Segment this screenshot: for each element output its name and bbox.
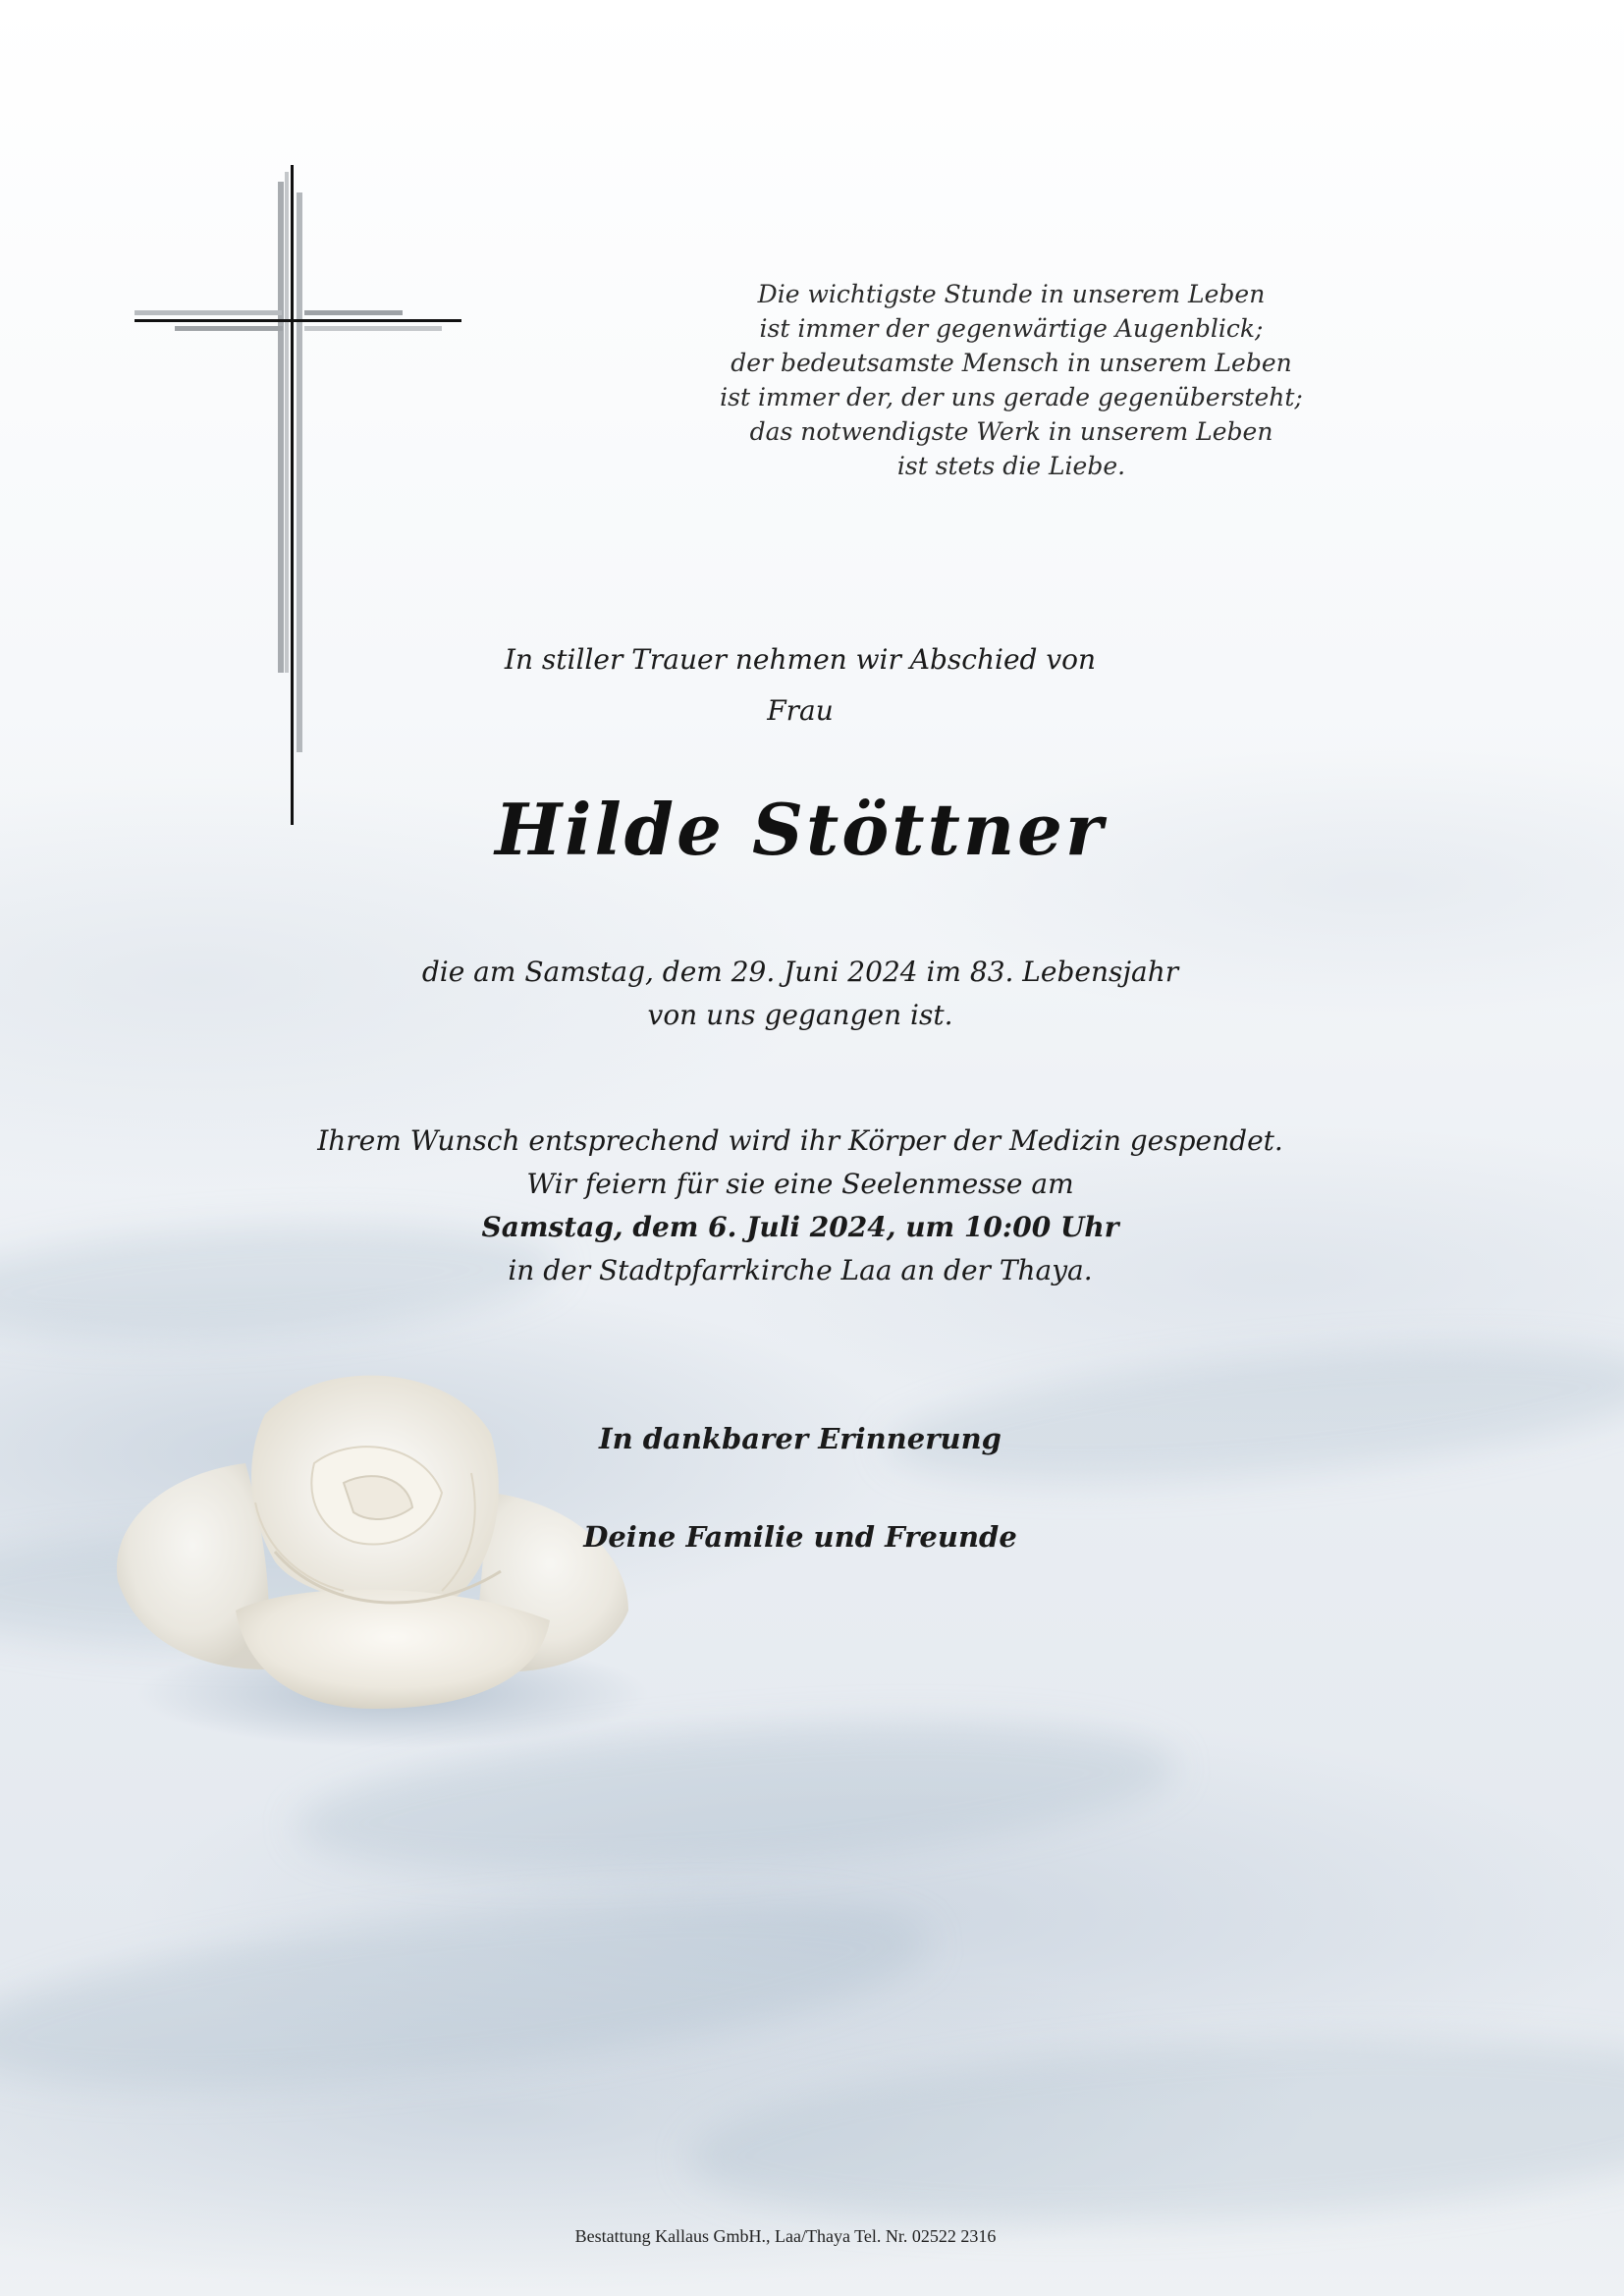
intro-text: In stiller Trauer nehmen wir Abschied von (504, 643, 1097, 676)
death-info (0, 951, 1600, 1037)
quote-line: das notwendigste Werk in unserem Leben (749, 417, 1273, 446)
quote-line: ist immer der gegenwärtige Augenblick; (759, 314, 1264, 343)
death-line: von uns gegangen ist. (647, 999, 953, 1031)
deceased-name: Hilde Stöttner (495, 788, 1106, 871)
honorific: Frau (767, 694, 834, 727)
quote-block (677, 277, 1345, 483)
death-line: die am Samstag, dem 29. Juni 2024 im 83. Lebensjahr (421, 956, 1179, 988)
background-wave (683, 2014, 1624, 2247)
service-date-time: Samstag, dem 6. Juli 2024, um 10:00 Uhr (481, 1211, 1119, 1243)
background-wave (0, 1864, 939, 2123)
quote-line: der bedeutsamste Mensch in unserem Leben (731, 349, 1292, 377)
background-wave (880, 1321, 1624, 1506)
signed-by: Deine Familie und Freunde (583, 1520, 1017, 1554)
service-line: Wir feiern für sie eine Seelenmesse am (526, 1168, 1074, 1200)
service-location: in der Stadtpfarrkirche Laa an der Thaya. (508, 1254, 1093, 1286)
remembrance-text: In dankbarer Erinnerung (599, 1422, 1001, 1455)
quote-line: ist stets die Liebe. (896, 452, 1126, 480)
service-line: Ihrem Wunsch entsprechend wird ihr Körper der Medizin gespendet. (317, 1124, 1283, 1157)
quote-line: ist immer der, der uns gerade gegenübersteht; (720, 383, 1303, 411)
white-rose-image (79, 1355, 687, 1768)
quote-line: Die wichtigste Stunde in unserem Leben (757, 280, 1266, 308)
service-info (0, 1120, 1600, 1292)
funeral-home-footer: Bestattung Kallaus GmbH., Laa/Thaya Tel. Nr. 02522 2316 (574, 2226, 997, 2246)
intro-block (0, 640, 1600, 731)
